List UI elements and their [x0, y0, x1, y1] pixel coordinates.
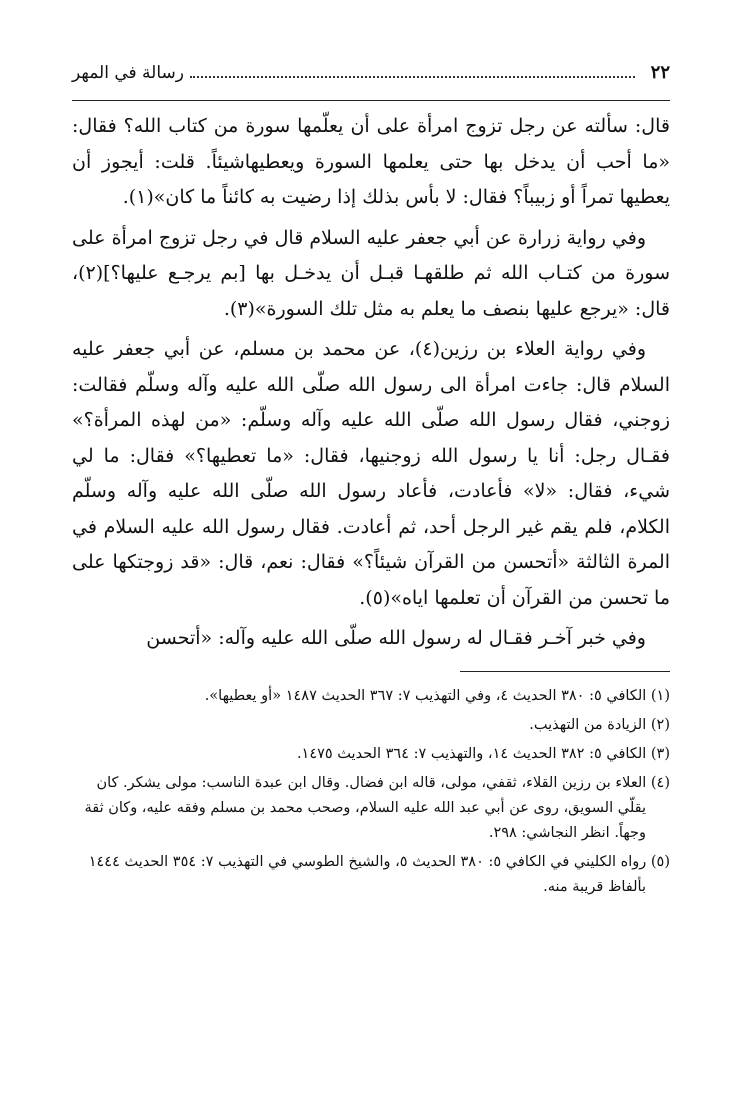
page-number: ٢٢: [650, 62, 670, 83]
paragraph: وفي رواية العلاء بن رزين(٤)، عن محمد بن مسلم، عن أبي جعفر عليه السلام قال: جاءت امرأة الى رسول الله صلّى الله عليه وآله وسلّم فقالت: زوجني، فقال رسول الله صلّى الله عليه وآله وسلّم: «من لهذه المرأة؟» فقـال رجل: أنا يا رسول الله زوجنيها، فقال: «ما تعطيها؟» فقال: ما لي شيء، فقال: «لا» فأعادت، فأعاد رسول الله صلّى الله عليه وآله وسلّم الكلام، فلم يقم غير الرجل أحد، ثم أعادت. فقال رسول الله عليه السلام في المرة الثالثة «أتحسن من القرآن شيئاً؟» فقال: نعم، قال: «قد زوجتكها على ما تحسن من القرآن أن تعلمها اياه»(٥).: [72, 338, 670, 609]
footnote-separator: [460, 671, 670, 672]
main-text: [72, 109, 670, 657]
book-page: [72, 62, 670, 904]
footnote: (٢) الزيادة من التهذيب.: [529, 716, 670, 733]
header-leader-dots: [190, 64, 635, 78]
paragraph: وفي رواية زرارة عن أبي جعفر عليه السلام قال في رجل تزوج امرأة على سورة من كتـاب الله ثم طلقهـا قبـل أن يدخـل بها [بم يرجـع عليها؟](٢)، قال: «يرجع عليها بنصف ما يعلم به مثل تلك السورة»(٣).: [72, 226, 670, 320]
footnote: (٤) العلاء بن رزين القلاء، ثقفي، مولى، قاله ابن فضال. وقال ابن عبدة الناسب: مولى يشكر. كان يقلّي السويق، روى عن أبي عبد الله عليه السلام، وصحب محمد بن مسلم وفقه عليه، وكان ثقة وجهاً. انظر النجاشي: ٢٩٨.: [84, 774, 670, 841]
footnote: (٥) رواه الكليني في الكافي ٥: ٣٨٠ الحديث ٥، والشيخ الطوسي في التهذيب ٧: ٣٥٤ الحديث ١٤٤٤ بألفاظ قريبة منه.: [88, 853, 670, 895]
paragraph: قال: سألته عن رجل تزوج امرأة على أن يعلّمها سورة من كتاب الله؟ فقال: «ما أحب أن يدخل بها حتى يعلمها السورة ويعطيهاشيئاً. قلت: أيجوز أن يعطيها تمراً أو زبيباً؟ فقال: لا بأس بذلك إذا رضيت به كائناً ما كان»(١).: [72, 115, 670, 208]
footnotes: [72, 684, 670, 900]
running-title: رسالة في المهر: [72, 63, 184, 83]
footnote: (٣) الكافي ٥: ٣٨٢ الحديث ١٤، والتهذيب ٧: ٣٦٤ الحديث ١٤٧٥.: [296, 745, 670, 762]
footnote: (١) الكافي ٥: ٣٨٠ الحديث ٤، وفي التهذيب ٧: ٣٦٧ الحديث ١٤٨٧ «أو يعطيها».: [204, 687, 670, 704]
paragraph: وفي خبر آخـر فقـال له رسول الله صلّى الله عليه وآله: «أتحسن: [146, 627, 646, 649]
page-header: [72, 62, 670, 101]
